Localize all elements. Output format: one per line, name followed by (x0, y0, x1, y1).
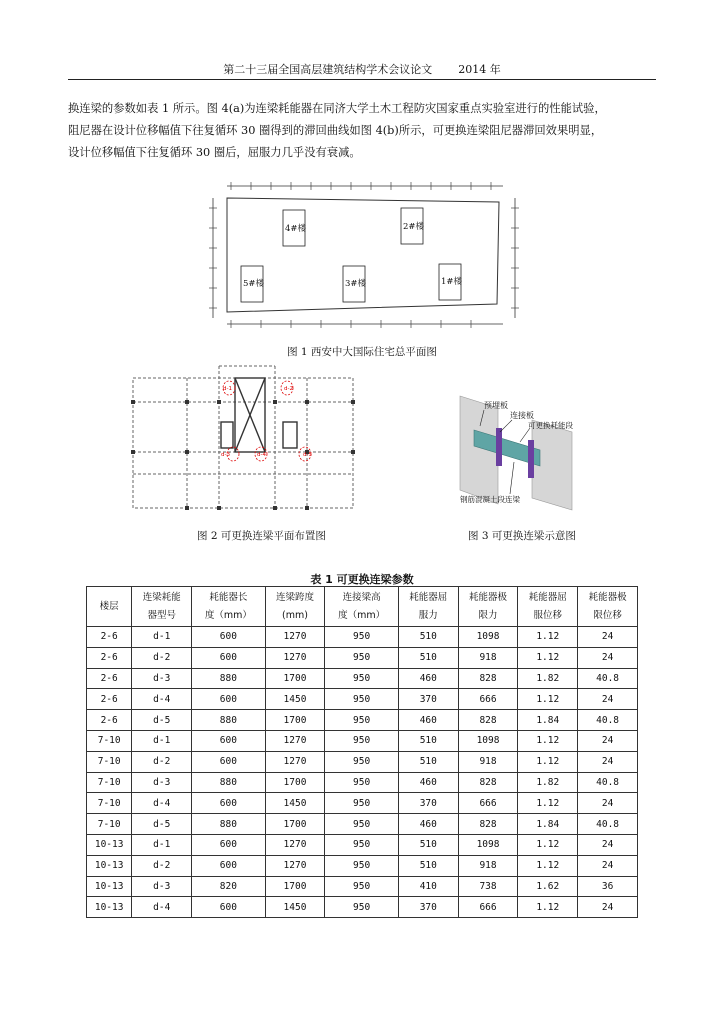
table-row (87, 647, 638, 668)
column-header (458, 587, 518, 627)
table-cell: 1.12 (518, 627, 578, 648)
building-label-3: 3#楼 (345, 279, 367, 289)
table-cell: 1.84 (518, 814, 578, 835)
table-cell: 828 (458, 668, 518, 689)
table-cell: 1098 (458, 730, 518, 751)
table-cell: 460 (398, 772, 458, 793)
table-row (87, 855, 638, 876)
table-cell: 600 (192, 627, 266, 648)
table-body (87, 627, 638, 918)
table-cell: d-4 (132, 689, 192, 710)
table-cell: 1700 (265, 710, 325, 731)
table-cell: 950 (325, 627, 399, 648)
table-cell: 510 (398, 730, 458, 751)
table-header-row (87, 587, 638, 627)
table-cell: 880 (192, 710, 266, 731)
table-cell: 7-10 (87, 772, 132, 793)
table-cell: 1098 (458, 627, 518, 648)
table-cell: 1700 (265, 814, 325, 835)
table-cell: 1700 (265, 668, 325, 689)
column-header-line: 连接梁高 (342, 591, 381, 603)
table-cell: 24 (578, 627, 638, 648)
column-header-line: 耗能器屈 (528, 591, 567, 603)
site-plan-figure (207, 178, 519, 330)
column-header (518, 587, 578, 627)
column-header-line: 耗能器屈 (409, 591, 448, 603)
table-cell: 950 (325, 772, 399, 793)
table-row (87, 772, 638, 793)
table-cell: 2-6 (87, 710, 132, 731)
table-cell: d-2 (132, 647, 192, 668)
marker-d2: d-2 (284, 386, 293, 392)
column-header (192, 587, 266, 627)
column-header-line: 连梁跨度 (275, 591, 314, 603)
column-header-line: 服力 (418, 609, 438, 621)
table-cell: 370 (398, 689, 458, 710)
table-row (87, 668, 638, 689)
table-cell: d-3 (132, 876, 192, 897)
table-cell: 600 (192, 834, 266, 855)
table-cell: 1.84 (518, 710, 578, 731)
table-cell: 950 (325, 897, 399, 918)
figure2-caption: 图 2 可更换连梁平面布置图 (197, 530, 326, 542)
label-embedded-plate: 预埋板 (484, 401, 508, 410)
table-cell: 600 (192, 793, 266, 814)
table-cell: 40.8 (578, 668, 638, 689)
paragraph-line-2: 阻尼器在设计位移幅值下往复循环 30 圈得到的滞回曲线如图 4(b)所示，可更换连梁阻尼器滞回效果明显， (68, 124, 603, 137)
table-cell: 2-6 (87, 627, 132, 648)
column-header (398, 587, 458, 627)
column-header-line: 度（mm） (338, 609, 386, 621)
table-cell: 10-13 (87, 876, 132, 897)
table-cell: 510 (398, 834, 458, 855)
building-label-2: 2#楼 (403, 222, 425, 232)
figure1-caption: 图 1 西安中大国际住宅总平面图 (287, 346, 437, 358)
table-cell: 880 (192, 772, 266, 793)
building-label-5: 5#楼 (243, 279, 265, 289)
table-cell: 880 (192, 668, 266, 689)
figure3-caption: 图 3 可更换连梁示意图 (468, 530, 576, 542)
table-cell: d-2 (132, 855, 192, 876)
table-cell: 7-10 (87, 751, 132, 772)
table-cell: 24 (578, 751, 638, 772)
building-label-1: 1#楼 (441, 277, 463, 287)
table-cell: 950 (325, 876, 399, 897)
column-header-line: 耗能器极 (469, 591, 508, 603)
table-cell: 510 (398, 627, 458, 648)
column-header-line: 限力 (478, 609, 498, 621)
table-cell: 24 (578, 793, 638, 814)
table-cell: 36 (578, 876, 638, 897)
table-cell: 510 (398, 647, 458, 668)
table-cell: 1270 (265, 627, 325, 648)
column-header-line: 楼层 (99, 600, 119, 612)
table-cell: 40.8 (578, 772, 638, 793)
table-cell: 918 (458, 855, 518, 876)
table-cell: 1.82 (518, 668, 578, 689)
table-cell: 370 (398, 793, 458, 814)
table-cell: d-3 (132, 668, 192, 689)
table-cell: 1270 (265, 834, 325, 855)
table-cell: 828 (458, 772, 518, 793)
table-cell: 950 (325, 855, 399, 876)
table-cell: 460 (398, 668, 458, 689)
table-cell: 918 (458, 751, 518, 772)
table-cell: 950 (325, 814, 399, 835)
table-cell: 410 (398, 876, 458, 897)
table-cell: 1450 (265, 689, 325, 710)
table-cell: 600 (192, 855, 266, 876)
table-cell: 24 (578, 689, 638, 710)
table-cell: d-5 (132, 814, 192, 835)
table-cell: 24 (578, 855, 638, 876)
table-cell: 950 (325, 710, 399, 731)
label-rc-beam-segment: 钢筋混凝土段连梁 (460, 495, 520, 504)
header-title: 第二十三届全国高层建筑结构学术会议论文 (223, 63, 433, 76)
table-cell: 1.12 (518, 647, 578, 668)
table-cell: 600 (192, 751, 266, 772)
column-header (265, 587, 325, 627)
label-replaceable-segment: 可更换耗能段 (528, 421, 573, 430)
table-cell: 10-13 (87, 897, 132, 918)
column-header-line: 器型号 (147, 609, 176, 621)
table-cell: 600 (192, 689, 266, 710)
table-row (87, 793, 638, 814)
column-header-line: 度（mm） (204, 609, 252, 621)
marker-d3: d-3 (221, 452, 230, 458)
table-cell: 950 (325, 751, 399, 772)
table-cell: 1.12 (518, 834, 578, 855)
table-cell: d-5 (132, 710, 192, 731)
column-header-line: 服位移 (533, 609, 563, 621)
beam-layout-figure (127, 362, 359, 520)
table-cell: 950 (325, 689, 399, 710)
table-cell: 370 (398, 897, 458, 918)
table-cell: 828 (458, 710, 518, 731)
table-cell: 1.62 (518, 876, 578, 897)
table-cell: 2-6 (87, 689, 132, 710)
table-cell: 1.12 (518, 730, 578, 751)
table-cell: 950 (325, 834, 399, 855)
table-cell: 24 (578, 730, 638, 751)
table-cell: 460 (398, 710, 458, 731)
table-cell: 1.12 (518, 855, 578, 876)
table-cell: d-1 (132, 834, 192, 855)
table-cell: 510 (398, 751, 458, 772)
table-cell: 600 (192, 647, 266, 668)
table-cell: 918 (458, 647, 518, 668)
table-cell: 950 (325, 668, 399, 689)
table-cell: 738 (458, 876, 518, 897)
table-cell: 7-10 (87, 793, 132, 814)
table-cell: 1098 (458, 834, 518, 855)
table-cell: 1700 (265, 876, 325, 897)
table-row (87, 710, 638, 731)
marker-d5: d-5 (303, 452, 312, 458)
table-cell: d-4 (132, 793, 192, 814)
table-cell: 1270 (265, 751, 325, 772)
table-cell: 1700 (265, 772, 325, 793)
column-header (132, 587, 192, 627)
table-row (87, 730, 638, 751)
table-cell: d-4 (132, 897, 192, 918)
table-cell: 1.12 (518, 793, 578, 814)
column-header (87, 587, 132, 627)
paragraph-line-1: 换连梁的参数如表 1 所示。图 4(a)为连梁耗能器在同济大学土木工程防灾国家重点实验室进行的性能试验， (68, 102, 606, 115)
table-cell: d-1 (132, 627, 192, 648)
table-cell: 880 (192, 814, 266, 835)
table-cell: 24 (578, 897, 638, 918)
column-header-line: 耗能器长 (209, 591, 248, 603)
table-row (87, 627, 638, 648)
table-cell: 2-6 (87, 647, 132, 668)
column-header (578, 587, 638, 627)
column-header-line: (mm) (282, 609, 308, 621)
table-cell: 820 (192, 876, 266, 897)
table-cell: 828 (458, 814, 518, 835)
table-row (87, 897, 638, 918)
replaceable-beam-figure (440, 378, 586, 512)
marker-d1: d-1 (223, 386, 232, 392)
table-cell: 666 (458, 689, 518, 710)
table-row (87, 689, 638, 710)
table-cell: 1450 (265, 897, 325, 918)
table-cell: 40.8 (578, 710, 638, 731)
table-cell: d-2 (132, 751, 192, 772)
table-cell: 7-10 (87, 814, 132, 835)
table-cell: 1450 (265, 793, 325, 814)
running-header (68, 62, 656, 80)
table-row (87, 834, 638, 855)
column-header (325, 587, 399, 627)
column-header-line: 耗能器极 (588, 591, 627, 603)
label-connecting-plate: 连接板 (510, 411, 534, 420)
table-cell: 40.8 (578, 814, 638, 835)
table-row (87, 814, 638, 835)
table-cell: 950 (325, 647, 399, 668)
table-cell: 1.12 (518, 897, 578, 918)
table-cell: 950 (325, 793, 399, 814)
table-cell: 460 (398, 814, 458, 835)
table-cell: 666 (458, 897, 518, 918)
table-cell: 10-13 (87, 855, 132, 876)
table-cell: 600 (192, 897, 266, 918)
table-cell: 7-10 (87, 730, 132, 751)
paragraph-line-3: 设计位移幅值下往复循环 30 圈后，屈服力几乎没有衰减。 (68, 146, 361, 159)
table-cell: 10-13 (87, 834, 132, 855)
table-cell: 666 (458, 793, 518, 814)
table-cell: 1270 (265, 647, 325, 668)
table-cell: d-1 (132, 730, 192, 751)
table-cell: 600 (192, 730, 266, 751)
table-cell: 1270 (265, 855, 325, 876)
table-cell: 24 (578, 834, 638, 855)
table-cell: 1.82 (518, 772, 578, 793)
table-title: 表 1 可更换连梁参数 (310, 573, 414, 586)
table-row (87, 751, 638, 772)
table-cell: 510 (398, 855, 458, 876)
table-cell: 1.12 (518, 689, 578, 710)
table-cell: 950 (325, 730, 399, 751)
table-cell: 1.12 (518, 751, 578, 772)
parameters-table (86, 586, 638, 918)
header-year: 2014 年 (458, 63, 501, 76)
table-cell: 2-6 (87, 668, 132, 689)
column-header-line: 限位移 (593, 609, 622, 621)
table-row (87, 876, 638, 897)
body-paragraph (68, 98, 660, 164)
table-cell: 1270 (265, 730, 325, 751)
table-cell: 24 (578, 647, 638, 668)
column-header-line: 连梁耗能 (142, 591, 181, 603)
building-label-4: 4#楼 (285, 224, 307, 234)
marker-d4: d-4 (257, 452, 266, 458)
table-cell: d-3 (132, 772, 192, 793)
